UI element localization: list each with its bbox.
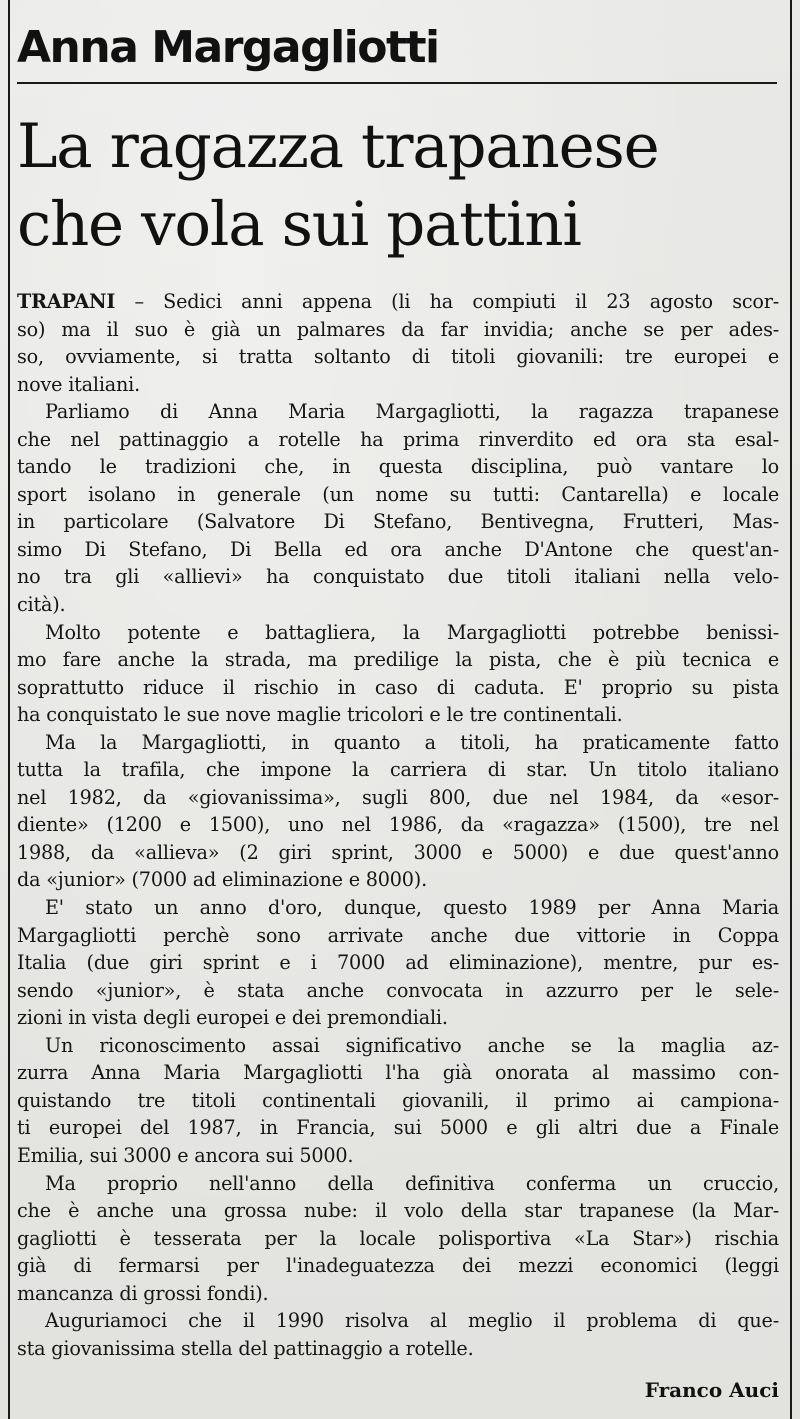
body-line: diente» (1200 e 1500), uno nel 1986, da «ragazza» (1500), tre nel (17, 813, 779, 837)
body-line: Ma la Margagliotti, in quanto a titoli, ha praticamente fatto (45, 730, 779, 754)
body-line: no tra gli «allievi» ha conquistato due titoli italiani nella velo- (17, 565, 779, 589)
headline-line: che vola sui pattini (17, 189, 581, 260)
body-line: Emilia, sui 3000 e ancora sui 5000. (17, 1143, 354, 1167)
body-line: gagliotti è tesserata per la locale polisportiva «La Star») rischia (17, 1226, 779, 1250)
article-kicker: Anna Margagliotti (17, 22, 439, 73)
body-line: da «junior» (7000 ad eliminazione e 8000). (17, 868, 427, 892)
body-line: Margagliotti perchè sono arrivate anche due vittorie in Coppa (17, 923, 779, 947)
body-line (17, 288, 779, 316)
dateline: TRAPANI (17, 290, 116, 313)
body-line: mancanza di grossi fondi). (17, 1281, 269, 1305)
body-line: Parliamo di Anna Maria Margagliotti, la ragazza trapanese (45, 400, 779, 424)
article-byline: Franco Auci (644, 1378, 779, 1402)
body-line: tutta la trafila, che impone la carriera di star. Un titolo italiano (17, 758, 779, 782)
body-line: mo fare anche la strada, ma predilige la pista, che è più tecnica e (17, 648, 779, 672)
body-line: 1988, da «allieva» (2 giri sprint, 3000 e 5000) e due quest'anno (17, 840, 779, 864)
body-line: soprattutto riduce il rischio in caso di caduta. E' proprio su pista (17, 675, 779, 699)
body-line: ti europei del 1987, in Francia, sui 5000 e gli altri due a Finale (17, 1116, 779, 1140)
kicker-underline (17, 82, 777, 84)
body-line: E' stato un anno d'oro, dunque, questo 1989 per Anna Maria (45, 896, 779, 920)
body-line: già di fermarsi per l'inadeguatezza dei mezzi economici (leggi (17, 1254, 779, 1278)
body-line: che è anche una grossa nube: il volo della star trapanese (la Mar- (17, 1199, 779, 1223)
body-line: zurra Anna Maria Margagliotti l'ha già onorata al massimo con- (17, 1061, 779, 1085)
article-body (17, 288, 779, 1362)
body-line: ha conquistato le sue nove maglie tricolori e le tre continentali. (17, 703, 623, 727)
body-line: nove italiani. (17, 372, 140, 396)
body-line: Ma proprio nell'anno della definitiva conferma un cruccio, (45, 1171, 779, 1195)
body-line: zioni in vista degli europei e dei premondiali. (17, 1006, 448, 1030)
body-line: Un riconoscimento assai significativo anche se la maglia az- (45, 1033, 779, 1057)
body-line: sport isolano in generale (un nome su tutti: Cantarella) e locale (17, 482, 779, 506)
body-line: che nel pattinaggio a rotelle ha prima rinverdito ed ora sta esal- (17, 427, 779, 451)
body-line: Italia (due giri sprint e i 7000 ad eliminazione), mentre, pur es- (17, 951, 779, 975)
body-line: Molto potente e battagliera, la Margagliotti potrebbe benissi- (45, 620, 779, 644)
body-line: nel 1982, da «giovanissima», sugli 800, due nel 1984, da «esor- (17, 785, 779, 809)
body-line-text: – Sedici anni appena (li ha compiuti il 23 agosto scor- (115, 290, 779, 313)
right-column-rule (790, 0, 792, 1419)
left-column-rule (8, 0, 10, 1419)
body-line: sendo «junior», è stata anche convocata in azzurro per le sele- (17, 978, 779, 1002)
body-line: so, ovviamente, si tratta soltanto di titoli giovanili: tre europei e (17, 345, 779, 369)
body-line: simo Di Stefano, Di Bella ed ora anche D'Antone che quest'an- (17, 537, 779, 561)
article-headline (17, 108, 779, 264)
body-line: sta giovanissima stella del pattinaggio a rotelle. (17, 1336, 474, 1360)
body-line: quistando tre titoli continentali giovanili, il primo ai campiona- (17, 1088, 779, 1112)
body-line: in particolare (Salvatore Di Stefano, Bentivegna, Frutteri, Mas- (17, 510, 779, 534)
body-line: Auguriamoci che il 1990 risolva al meglio il problema di que- (45, 1309, 779, 1333)
body-line: cità). (17, 593, 66, 617)
body-line: tando le tradizioni che, in questa disciplina, può vantare lo (17, 455, 779, 479)
headline-line: La ragazza trapanese (17, 111, 659, 182)
body-line: so) ma il suo è già un palmares da far invidia; anche se per ades- (17, 317, 779, 341)
